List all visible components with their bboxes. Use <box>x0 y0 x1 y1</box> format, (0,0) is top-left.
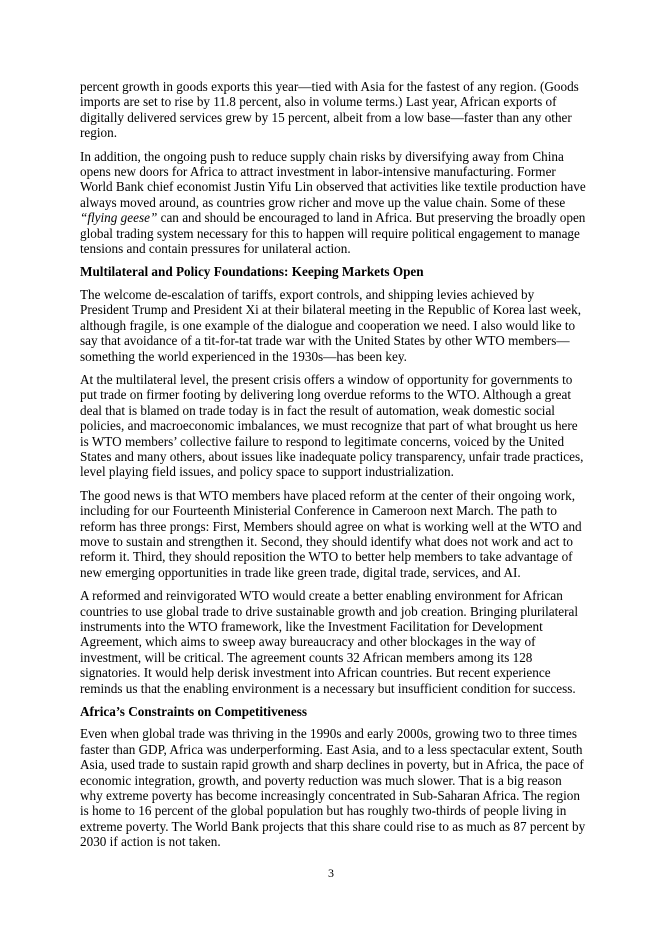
paragraph-supply-chain-text-start: In addition, the ongoing push to reduce supply chain risks by diversifying away from China opens new doors for Africa to attract investment in labor-intensive manufacturing. Former World Bank chief economist Justin Yifu Lin observed that activities like textile production have always moved around, as countries grow richer and move up the value chain. Some of these <box>80 148 586 210</box>
paragraph-de-escalation: The welcome de-escalation of tariffs, export controls, and shipping levies achieved by President Trump and President Xi at their bilateral meeting in the Republic of Korea last week, although fragile, is one example of the dialogue and cooperation we need. I also would like to say that avoidance of a tit-for-tat trade war with the United States by other WTO members—something the world experienced in the 1930s—has been key. <box>80 286 582 364</box>
document-page <box>80 79 586 858</box>
paragraph-supply-chain <box>80 149 586 257</box>
paragraph-reformed-wto: A reformed and reinvigorated WTO would create a better enabling environment for African countries to use global trade to drive sustainable growth and job creation. Bringing plurilateral instruments into the WTO framework, like the Investment Facilitation for Development Agreement, which aims to sweep away bureaucracy and other blockages in the way of investment, will be critical. The agreement counts 32 African members among its 128 signatories. It would help derisk investment into African countries. But recent experience reminds us that the enabling environment is a necessary but insufficient condition for success. <box>80 588 579 696</box>
paragraph-goods-exports: percent growth in goods exports this year—tied with Asia for the fastest of any region. (Goods imports are set to rise by 11.8 percent, also in volume terms.) Last year, African exports of digitally delivered services grew by 15 percent, albeit from a low base—faster than any other region. <box>80 79 579 141</box>
paragraph-multilateral-level: At the multilateral level, the present crisis offers a window of opportunity for governments to put trade on firmer footing by delivering long overdue reforms to the WTO. Although a great deal that is blamed on trade today is in fact the result of automation, weak domestic social policies, and macroeconomic imbalances, we must recognize that part of what brought us here is WTO members’ collective failure to respond to legitimate concerns, voiced by the United States and many others, about issues like inadequate policy transparency, unfair trade practices, level playing field issues, and policy space to support industrialization. <box>80 371 584 480</box>
page-number: 3 <box>328 866 334 880</box>
paragraph-reform-prongs: The good news is that WTO members have placed reform at the center of their ongoing work, including for our Fourteenth Ministerial Conference in Cameroon next March. The path to reform has three prongs: First, Members should agree on what is working well at the WTO and move to sustain and strengthen it. Second, they should identify what does not work and act to reform it. Third, they should reposition the WTO to better help members to take advantage of new emerging opportunities in trade like green trade, digital trade, services, and AI. <box>80 487 582 580</box>
section-heading-multilateral: Multilateral and Policy Foundations: Keeping Markets Open <box>80 264 424 280</box>
flying-geese-quote: “flying geese” <box>80 210 158 226</box>
paragraph-supply-chain-text-end: can and should be encouraged to land in Africa. But preserving the broadly open global trading system necessary for this to happen will require political engagement to manage tensions and contain pressures for unilateral action. <box>80 210 586 257</box>
section-heading-constraints: Africa’s Constraints on Competitiveness <box>80 704 307 720</box>
paragraph-global-trade-history: Even when global trade was thriving in the 1990s and early 2000s, growing two to three times faster than GDP, Africa was underperforming. East Asia, and to a less spectacular extent, South Asia, used trade to sustain rapid growth and sharp declines in poverty, but in Africa, the pace of economic integration, growth, and poverty reduction was much slower. That is a big reason why extreme poverty has become increasingly concentrated in Sub-Saharan Africa. The region is home to 16 percent of the global population but has roughly two-thirds of people living in extreme poverty. The World Bank projects that this share could rise to as much as 87 percent by 2030 if action is not taken. <box>80 726 586 850</box>
